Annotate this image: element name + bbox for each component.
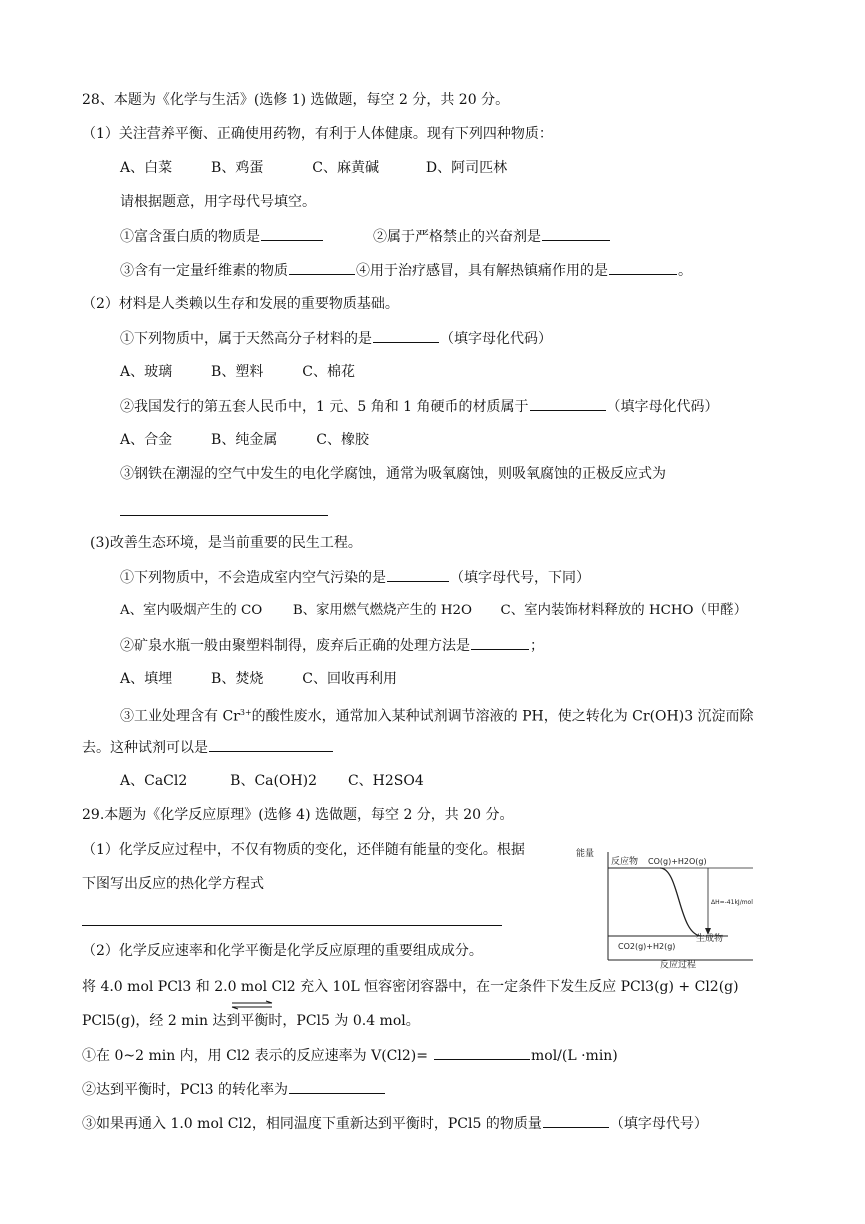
q28-part1-intro: （1）关注营养平衡、正确使用药物，有利于人体健康。现有下列四种物质： [82, 126, 553, 142]
question-note: （填字母化代码） [440, 331, 552, 347]
answer-line[interactable] [120, 515, 328, 516]
question-text: ④用于治疗感冒，具有解热镇痛作用的是 [356, 263, 608, 279]
question-text: 的酸性废水，通常加入某种试剂调节溶液的 PH，使之转化为 Cr(OH)3 沉淀而除 [251, 708, 754, 725]
q28-part2-q3: ③钢铁在潮湿的空气中发生的电化学腐蚀，通常为吸氧腐蚀，则吸氧腐蚀的正极反应式为 [120, 466, 666, 482]
question-note: （填字母代号） [609, 1116, 708, 1132]
option-b: B、塑料 [211, 364, 264, 380]
q29-part2-q1 [82, 1045, 618, 1066]
q28-part2-intro: （2）材料是人类赖以生存和发展的重要物质基础。 [82, 296, 399, 312]
charge-superscript: 3+ [239, 708, 252, 717]
question-text: ②达到平衡时，PCl3 的转化率为 [82, 1082, 288, 1098]
q29-part2-line2: PCl5(g)，经 2 min 达到平衡时，PCl5 为 0.4 mol。 [82, 1013, 420, 1029]
q29-part1-line1: （1）化学反应过程中，不仅有物质的变化，还伴随有能量的变化。根据 [82, 842, 525, 858]
question-text: ①在 0~2 min 内，用 Cl2 表示的反应速率为 V(Cl2)= [82, 1048, 428, 1064]
question-text: ③工业处理含有 Cr [120, 708, 240, 725]
answer-blank[interactable] [387, 567, 449, 582]
option-a: A、白菜 [120, 160, 173, 176]
equilibrium-arrow-icon [230, 1001, 274, 1009]
q29-part2-q3 [82, 1113, 708, 1134]
q29-part2-intro: （2）化学反应速率和化学平衡是化学反应原理的重要组成成分。 [82, 943, 483, 959]
products-label: 生成物 [696, 934, 724, 944]
y-axis-label: 能量 [576, 849, 595, 859]
semicolon: ； [530, 638, 544, 654]
answer-blank[interactable] [471, 635, 529, 650]
energy-curve [660, 868, 702, 936]
rate-unit: mol/(L ·min) [530, 1048, 618, 1064]
question-text: ③含有一定量纤维素的物质 [120, 263, 288, 279]
q28-part3-intro: (3)改善生态环境，是当前重要的民生工程。 [90, 535, 362, 551]
q28-part2-q2-options [120, 430, 369, 450]
reactants-label: 反应物 [611, 857, 639, 867]
option-b: B、纯金属 [211, 432, 278, 448]
option-c: C、回收再利用 [302, 671, 397, 687]
option-b: B、鸡蛋 [211, 160, 264, 176]
option-c: C、H2SO4 [347, 773, 424, 789]
option-a: A、CaCl2 [120, 773, 188, 789]
question-text: ①下列物质中，不会造成室内空气污染的是 [120, 570, 386, 586]
option-c: C、室内装饰材料释放的 HCHO（甲醛） [500, 603, 748, 618]
option-c: C、橡胶 [316, 432, 369, 448]
q28-part2-q1-options [120, 362, 355, 382]
answer-blank[interactable] [542, 226, 610, 241]
q28-part1-q2 [373, 226, 611, 247]
question-text: ③如果再通入 1.0 mol Cl2，相同温度下重新达到平衡时，PCl5 的物质量 [82, 1116, 542, 1132]
answer-line[interactable] [82, 925, 502, 926]
q28-title: 28、本题为《化学与生活》(选修 1) 选做题，每空 2 分，共 20 分。 [82, 92, 510, 108]
answer-blank[interactable] [530, 396, 606, 411]
question-text: ②属于严格禁止的兴奋剂是 [373, 229, 541, 245]
answer-blank[interactable] [434, 1045, 530, 1060]
q29-part2-line1: 将 4.0 mol PCl3 和 2.0 mol Cl2 充入 10L 恒容密闭容器中，在一定条件下发生反应 PCl3(g) + Cl2(g) [82, 979, 739, 995]
q28-part1-q1 [120, 226, 324, 247]
q28-part1-instruction: 请根据题意，用字母代号填空。 [120, 194, 316, 210]
question-text: ②矿泉水瓶一般由聚塑料制得，废弃后正确的处理方法是 [120, 638, 470, 654]
q28-part3-q2 [120, 635, 544, 656]
answer-blank[interactable] [209, 737, 333, 752]
delta-h-label: ΔH=-41kJ/mol [711, 899, 753, 906]
option-a: A、室内吸烟产生的 CO [120, 603, 263, 618]
x-axis-label: 反应过程 [660, 960, 697, 971]
question-text: 去。这种试剂可以是 [82, 740, 208, 756]
q28-part3-q1 [120, 567, 590, 588]
option-a: A、合金 [120, 432, 173, 448]
question-note: （填字母化代码） [606, 399, 719, 415]
option-d: D、阿司匹林 [425, 160, 508, 176]
products-formula: CO2(g)+H2(g) [618, 942, 676, 951]
q28-part2-q1 [120, 328, 552, 349]
option-c: C、麻黄碱 [312, 160, 379, 176]
q28-part3-q1-options [120, 601, 747, 621]
period: 。 [678, 263, 692, 279]
q28-part1-q3-q4 [120, 260, 692, 281]
question-text: ①富含蛋白质的物质是 [120, 229, 260, 245]
option-a: A、玻璃 [120, 364, 173, 380]
answer-blank[interactable] [289, 1079, 385, 1094]
question-text: ①下列物质中，属于天然高分子材料的是 [120, 331, 372, 347]
option-b: B、焚烧 [211, 671, 264, 687]
energy-diagram [568, 840, 768, 971]
answer-blank[interactable] [261, 226, 323, 241]
q28-part3-q2-options [120, 669, 397, 689]
q29-part1-line2: 下图写出反应的热化学方程式 [82, 876, 264, 892]
option-c: C、棉花 [302, 364, 355, 380]
answer-blank[interactable] [543, 1113, 609, 1128]
reactants-formula: CO(g)+H2O(g) [648, 857, 707, 866]
question-text: ②我国发行的第五套人民币中，1 元、5 角和 1 角硬币的材质属于 [120, 399, 529, 415]
answer-blank[interactable] [609, 260, 677, 275]
option-a: A、填埋 [120, 671, 173, 687]
q28-part3-q3-options [120, 771, 424, 791]
q28-part3-q3-cont [82, 737, 334, 758]
q28-part1-options [120, 158, 507, 178]
option-b: B、家用燃气燃烧产生的 H2O [292, 603, 472, 618]
option-b: B、Ca(OH)2 [230, 773, 318, 789]
answer-blank[interactable] [289, 260, 355, 275]
q29-title: 29.本题为《化学反应原理》(选修 4) 选做题，每空 2 分，共 20 分。 [82, 807, 514, 823]
q28-part3-q3 [120, 703, 754, 727]
q29-part2-q2 [82, 1079, 386, 1100]
question-note: （填字母代号，下同） [450, 570, 590, 586]
q28-part2-q2 [120, 396, 719, 417]
answer-blank[interactable] [373, 328, 439, 343]
